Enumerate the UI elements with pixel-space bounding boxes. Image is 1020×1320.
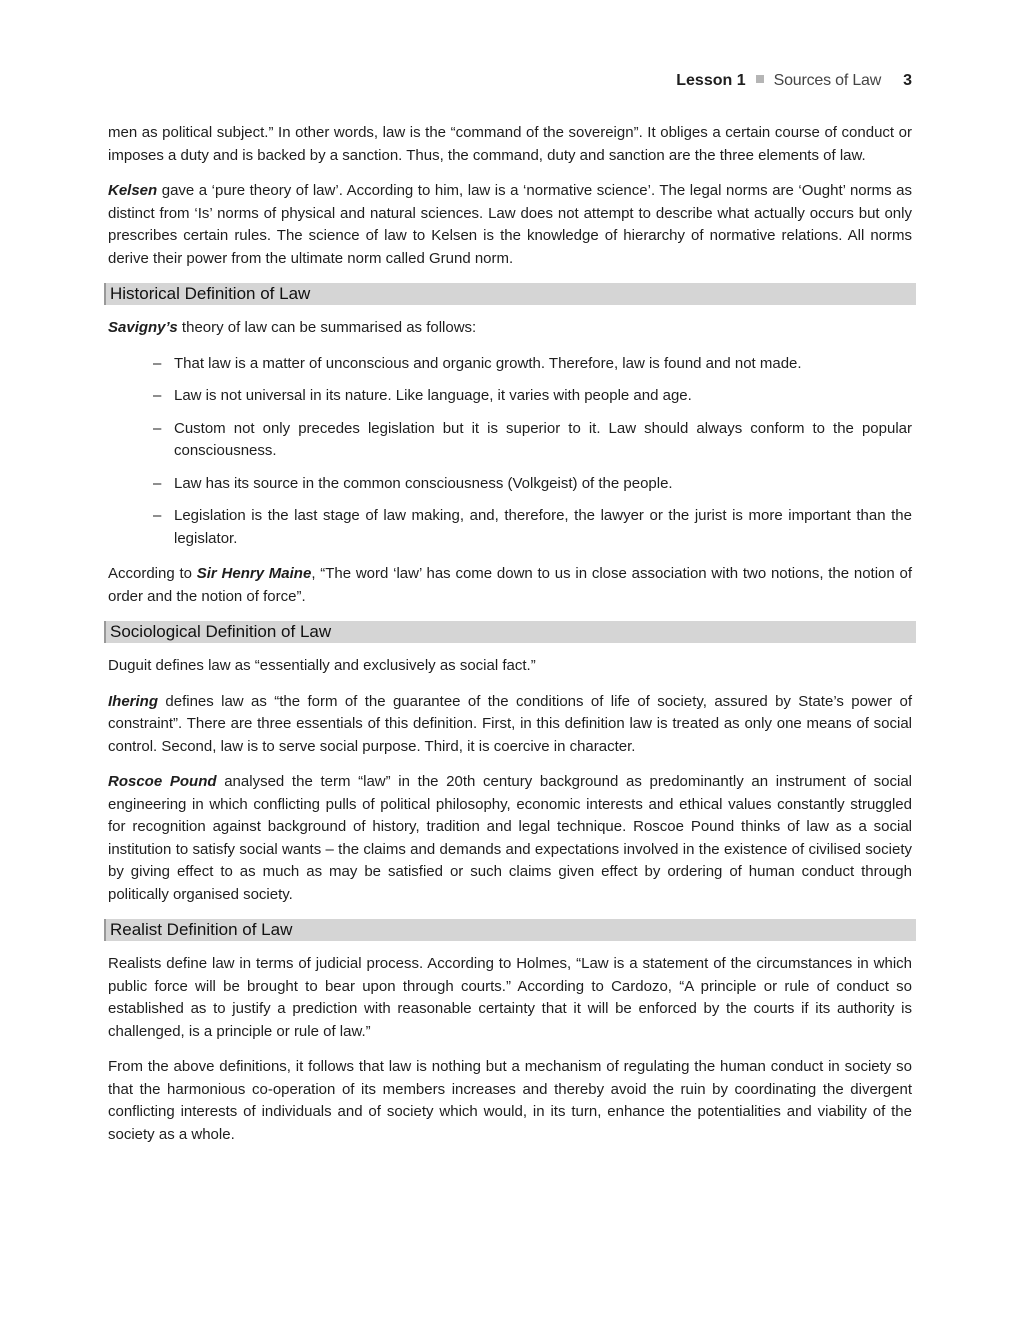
maine-name: Sir Henry Maine xyxy=(196,565,312,582)
ihering-text: defines law as “the form of the guarantee of the conditions of life of society, assured by State’s power of constraint”. There are three essentials of this definition. First, in this definition law is treated as only one means of social control. Second, law is to serve social purpose. Third, it is coercive in character. xyxy=(108,692,912,755)
list-item-text: Law has its source in the common consciousness (Volkgeist) of the people. xyxy=(174,474,673,492)
maine-text: , “The word ‘law’ has come down to us in close association with two notions, the notion of order and the notion of force”. xyxy=(108,565,912,605)
duguit-paragraph: Duguit defines law as “essentially and exclusively as social fact.” xyxy=(108,657,536,674)
sociological-heading: Sociological Definition of Law xyxy=(104,621,916,643)
dash-bullet-icon: – xyxy=(153,387,162,404)
list-item-text: Legislation is the last stage of law making, and, therefore, the lawyer or the jurist is more important than the legislator. xyxy=(174,507,912,547)
page-number: 3 xyxy=(903,72,912,89)
dash-bullet-icon: – xyxy=(153,507,162,524)
realist-heading: Realist Definition of Law xyxy=(104,919,916,941)
lesson-label: Lesson 1 xyxy=(676,72,746,89)
list-item-text: Law is not universal in its nature. Like language, it varies with people and age. xyxy=(174,387,692,404)
list-item xyxy=(153,385,912,408)
list-item xyxy=(153,353,912,376)
dash-bullet-icon: – xyxy=(153,354,162,372)
kelsen-name: Kelsen xyxy=(108,182,158,199)
kelsen-text: gave a ‘pure theory of law’. According to him, law is a ‘normative science’. The legal norms are ‘Ought’ norms as distinct from ‘Is’ norms of physical and natural sciences. Law does not attempt to describe what actually occurs but only prescribes certain rules. The science of law to Kelsen is the knowledge of hierarchy of normative relations. All norms derive their power from the ultimate norm called Grund norm. xyxy=(108,182,912,267)
maine-lead: According to xyxy=(108,565,197,582)
savigny-paragraph xyxy=(108,317,912,340)
page-body xyxy=(108,122,912,1159)
list-item-text: Custom not only precedes legislation but it is superior to it. Law should always conform to the popular consciousness. xyxy=(174,419,912,459)
savigny-list xyxy=(108,353,912,551)
running-header xyxy=(676,72,912,90)
ihering-paragraph xyxy=(108,691,912,759)
savigny-text: theory of law can be summarised as follows: xyxy=(177,319,477,336)
square-separator-icon xyxy=(756,75,764,83)
chapter-title: Sources of Law xyxy=(773,72,882,89)
list-item xyxy=(153,505,912,550)
historical-heading: Historical Definition of Law xyxy=(104,283,916,305)
realist-paragraph: Realists define law in terms of judicial process. According to Holmes, “Law is a statement of the circumstances in which public force will be brought to bear upon through courts.” According to Cardozo, “A principle or rule of conduct so established as to justify a prediction with reasonable certainty that it will be enforced by the courts if its authority is challenged, is a principle or rule of law.” xyxy=(108,955,912,1040)
dash-bullet-icon: – xyxy=(153,474,162,492)
savigny-name: Savigny’s xyxy=(108,319,178,336)
list-item xyxy=(153,473,912,496)
list-item xyxy=(153,418,912,463)
pound-name: Roscoe Pound xyxy=(108,773,217,790)
dash-bullet-icon: – xyxy=(153,419,162,437)
maine-paragraph xyxy=(108,563,912,608)
ihering-name: Ihering xyxy=(108,692,159,710)
conclusion-paragraph: From the above definitions, it follows that law is nothing but a mechanism of regulating the human conduct in society so that the harmonious co-operation of its members increases and thereby avoid the ruin by coordinating the divergent conflicting interests of individuals and of society which would, in its turn, enhance the potentialities and viability of the society as a whole. xyxy=(108,1058,912,1143)
pound-text: analysed the term “law” in the 20th century background as predominantly an instrument of social engineering in which conflicting pulls of political philosophy, economic interests and ethical values constantly struggled for recognition against background of history, tradition and legal technique. Roscoe Pound thinks of law as a social institution to satisfy social wants – the claims and demands and expectations involved in the existence of civilised society by giving effect to as much as may be satisfied or such claims given effect by ordering of human conduct through politically organised society. xyxy=(108,773,913,903)
pound-paragraph xyxy=(108,771,912,906)
intro-paragraph: men as political subject.” In other words, law is the “command of the sovereign”. It obliges a certain course of conduct or imposes a duty and is backed by a sanction. Thus, the command, duty and sanction are the three elements of law. xyxy=(108,124,912,164)
kelsen-paragraph xyxy=(108,180,912,270)
list-item-text: That law is a matter of unconscious and organic growth. Therefore, law is found and not made. xyxy=(174,354,802,372)
